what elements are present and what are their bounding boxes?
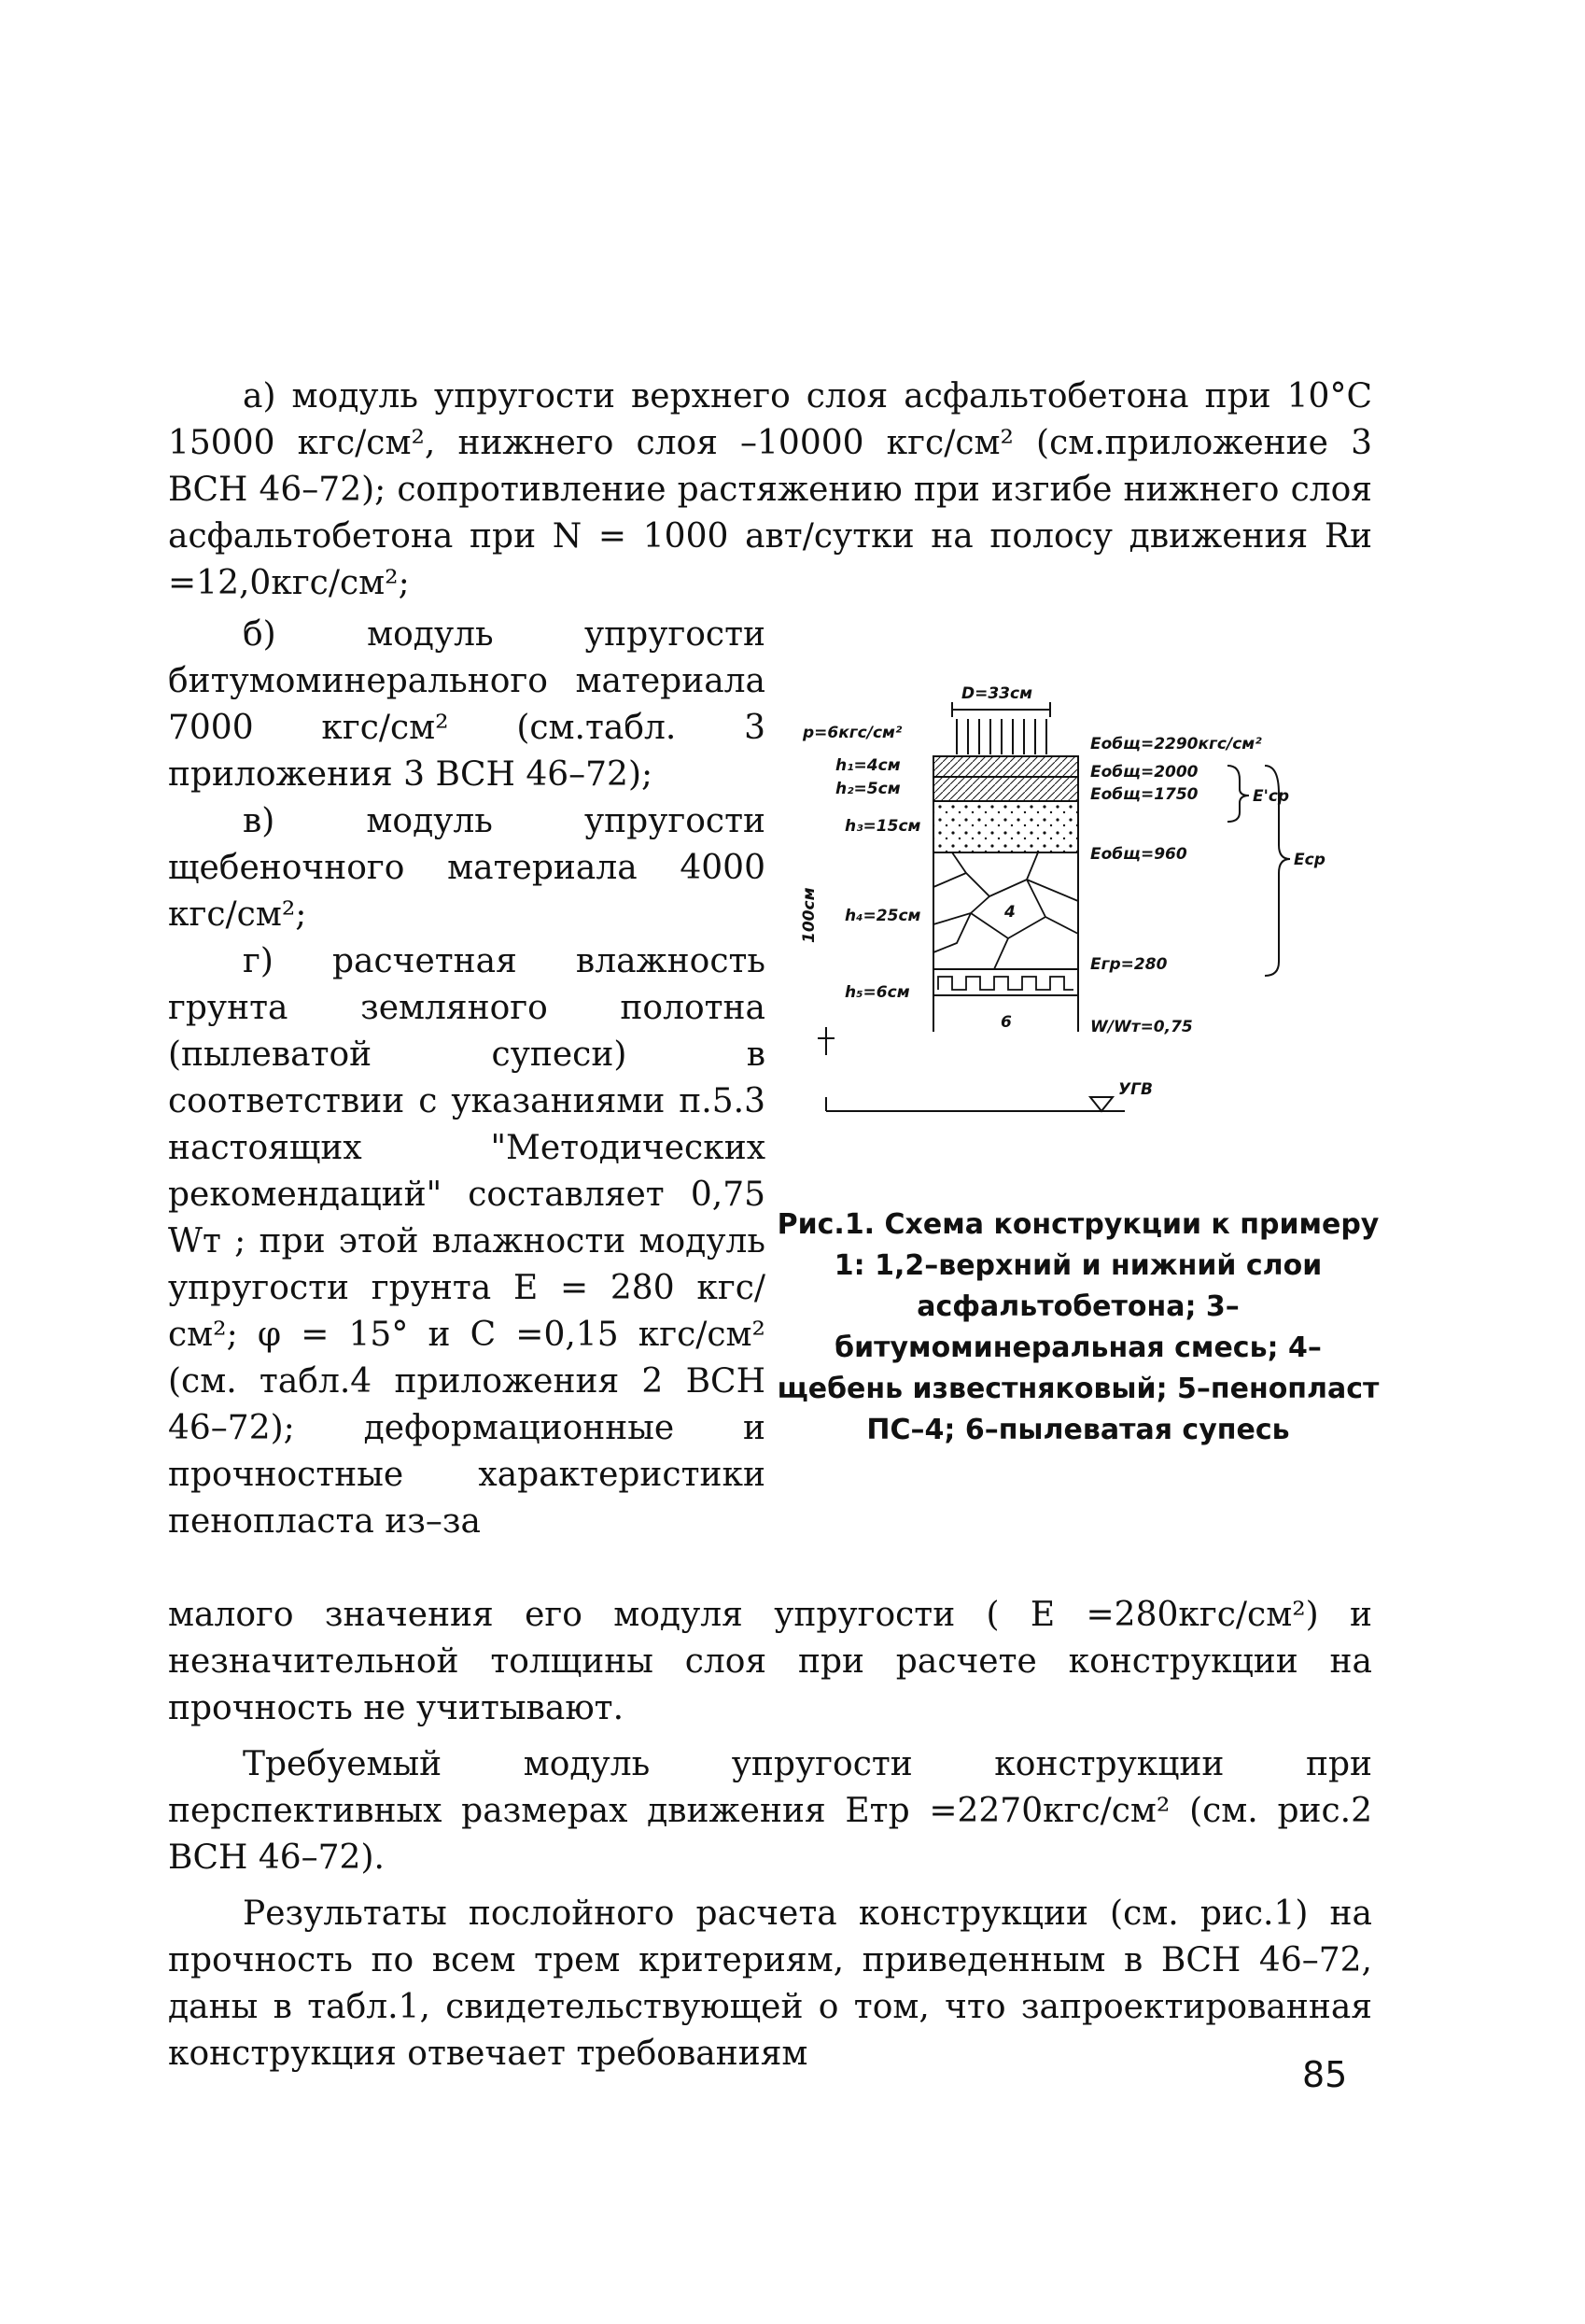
modulus-subgrade: Eгр=280 <box>1090 955 1168 974</box>
paragraph-results: Результаты послойного расчета конструкции (см. рис.1) на прочность по всем трем критериям, приведенным в ВСН 46–72, даны в табл.1, свидетельствующей о том, что запроектированная конструкция отвечает требованиям <box>168 1894 1372 2073</box>
e-cp-label: Eср <box>1294 851 1326 869</box>
paragraph-c: в) модуль упругости щебеночного материала 4000 кгс/см²; <box>168 802 765 934</box>
paragraph-b: б) модуль упругости битумоминерального материала 7000 кгс/см² (см.табл. 3 приложения 3 ВСН 46–72); <box>168 615 765 794</box>
groundwater-label: УГВ <box>1118 1080 1153 1099</box>
layer-4-number: 4 <box>1004 903 1016 922</box>
moisture-label: W/Wт=0,75 <box>1090 1018 1193 1036</box>
figure-caption: Рис.1. Схема конструкции к примеру 1: 1,2–верхний и нижний слои асфальтобетона; 3–битумоминеральная смесь; 4–щебень известняковый; 5–пенопласт ПС–4; 6–пылеватая супесь <box>777 1208 1380 1446</box>
groundwater-marker <box>1090 1097 1113 1111</box>
thickness-h5: h₅=6см <box>845 983 910 1002</box>
total-depth-label: 100см <box>800 887 819 943</box>
diameter-label: D=33см <box>961 684 1032 703</box>
page-number: 85 <box>1302 2054 1348 2095</box>
layer-3-bitumen-mineral <box>933 801 1078 852</box>
layer-5-foam-plastic <box>933 969 1078 995</box>
thickness-h2: h₂=5см <box>835 780 901 798</box>
thickness-h1: h₁=4см <box>835 756 901 775</box>
road-structure-diagram <box>793 672 1372 1158</box>
pressure-label: p=6кгс/см² <box>803 724 903 742</box>
layer-2-asphalt-bottom <box>933 777 1078 801</box>
layer-6-number: 6 <box>1001 1013 1012 1032</box>
paragraph-a: а) модуль упругости верхнего слоя асфальтобетона при 10°С 15000 кгс/см², нижнего слоя –10000 кгс/см² (см.приложение 3 ВСН 46–72); сопротивление растяжению при изгибе нижнего слоя асфальтобетона при N = 1000 авт/сутки на полосу движения Rи =12,0кгс/см²; <box>168 377 1372 602</box>
paragraph-d-continued: малого значения его модуля упругости ( E =280кгс/см²) и незначительной толщины слоя при расчете конструкции на прочность не учитывают. <box>168 1596 1372 1727</box>
modulus-layer-4: Eобщ=960 <box>1090 845 1187 864</box>
layer-1-asphalt-top <box>933 756 1078 777</box>
modulus-layer-2: Eобщ=2000 <box>1090 763 1199 782</box>
paragraph-d: г) расчетная влажность грунта земляного полотна (пылеватой супеси) в соответствии с указаниями п.5.3 настоящих "Методических рекомендаций" составляет 0,75 Wт ; при этой влажности модуль упругости грунта E = 280 кгс/см²; φ = 15° и C =0,15 кгс/см² (см. табл.4 приложения 2 ВСН 46–72); деформационные и прочностные характеристики пенопласта из–за <box>168 942 765 1541</box>
modulus-layer-1: Eобщ=2290кгс/см² <box>1090 735 1262 754</box>
modulus-layer-3: Eобщ=1750 <box>1090 785 1199 804</box>
thickness-h4: h₄=25см <box>845 907 921 925</box>
load-arrows <box>957 719 1046 754</box>
e-cp-prime-brace <box>1227 766 1249 822</box>
thickness-h3: h₃=15см <box>845 817 921 836</box>
e-cp-prime-label: E'ср <box>1253 787 1290 806</box>
paragraph-required-modulus: Требуемый модуль упругости конструкции при перспективных размерах движения Eтр =2270кгс/см² (см. рис.2 ВСН 46–72). <box>168 1745 1372 1877</box>
